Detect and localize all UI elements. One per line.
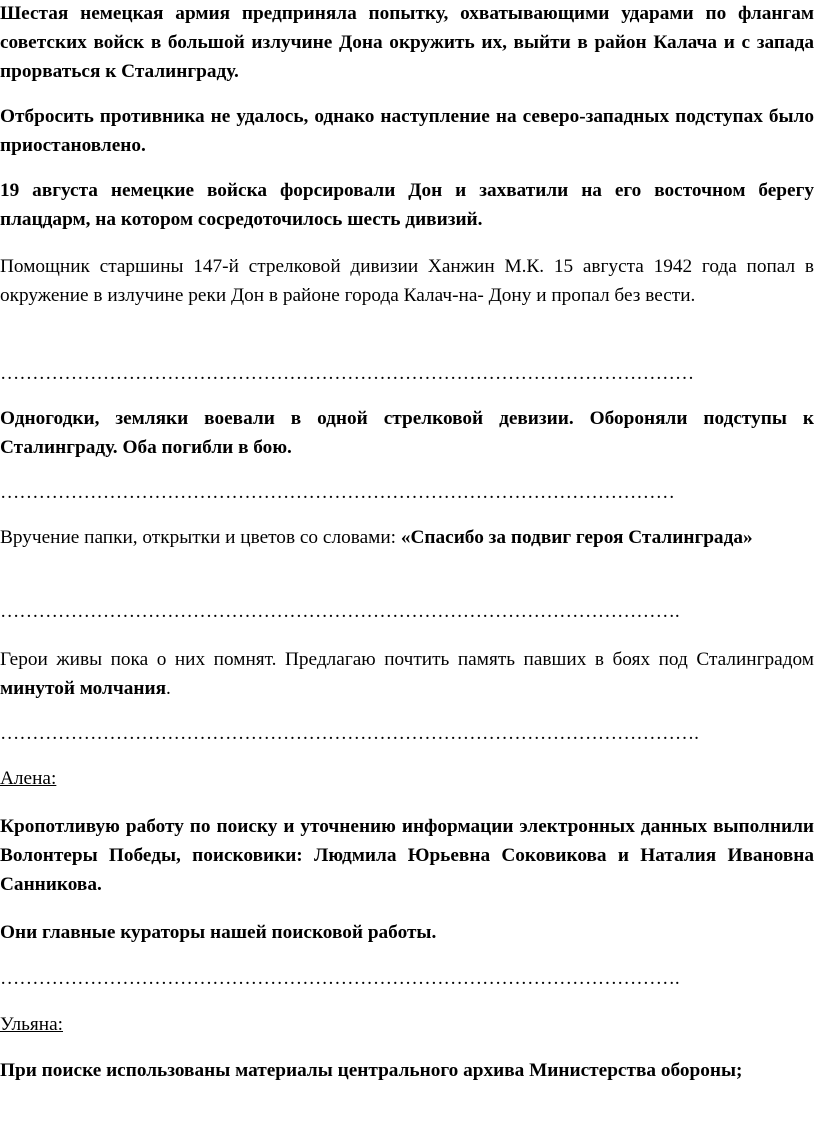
paragraph-archive: При поиске использованы материалы центрального архива Министерства обороны; xyxy=(0,1060,743,1081)
dotted-separator: …………………………………………………………………………………………… xyxy=(0,482,675,503)
dotted-separator: ……………………………………………………………………………………………. xyxy=(0,601,680,622)
paragraph-curators: Они главные кураторы нашей поисковой работы. xyxy=(0,922,437,943)
speaker-label-ulyana: Ульяна: xyxy=(0,1014,63,1035)
paragraph-sixth-army: Шестая немецкая армия предприняла попытку, охватывающими ударами по флангам советских войск в большой излучине Дона окружить их, выйти в район Калача и с запада прорваться к Сталинграду. xyxy=(0,3,814,82)
speaker-label-alena: Алена: xyxy=(0,768,57,789)
paragraph-countrymen: Одногодки, земляки воевали в одной стрелковой девизии. Обороняли подступы к Сталинграду. Оба погибли в бою. xyxy=(0,408,814,458)
paragraph-award xyxy=(0,523,814,552)
dotted-separator: ………………………………………………………………………………………………. xyxy=(0,723,699,744)
silence-emphasis: минутой молчания xyxy=(0,678,167,699)
award-text: Вручение папки, открытки и цветов со словами: xyxy=(0,527,401,548)
paragraph-counterattack: Отбросить противника не удалось, однако наступление на северо-западных подступах было приостановлено. xyxy=(0,106,814,156)
award-quote: «Спасибо за подвиг героя Сталинграда» xyxy=(400,527,753,548)
paragraph-august-19: 19 августа немецкие войска форсировали Дон и захватили на его восточном берегу плацдарм, на котором сосредоточилось шесть дивизий. xyxy=(0,180,814,230)
paragraph-khanzhin: Помощник старшины 147-й стрелковой дивизии Ханжин М.К. 15 августа 1942 года попал в окружение в излучине реки Дон в районе города Калач-на- Дону и пропал без вести. xyxy=(0,256,814,306)
dotted-separator: ……………………………………………………………………………………………… xyxy=(0,363,695,384)
silence-text: Герои живы пока о них помнят. Предлагаю почтить память павших в боях под Сталинградом xyxy=(0,649,814,670)
dotted-separator: ……………………………………………………………………………………………. xyxy=(0,968,680,989)
paragraph-silence xyxy=(0,645,814,703)
silence-period: . xyxy=(166,678,171,699)
paragraph-volunteers: Кропотливую работу по поиску и уточнению информации электронных данных выполнили Волонтеры Победы, поисковики: Людмила Юрьевна Соковикова и Наталия Ивановна Санникова. xyxy=(0,816,814,895)
